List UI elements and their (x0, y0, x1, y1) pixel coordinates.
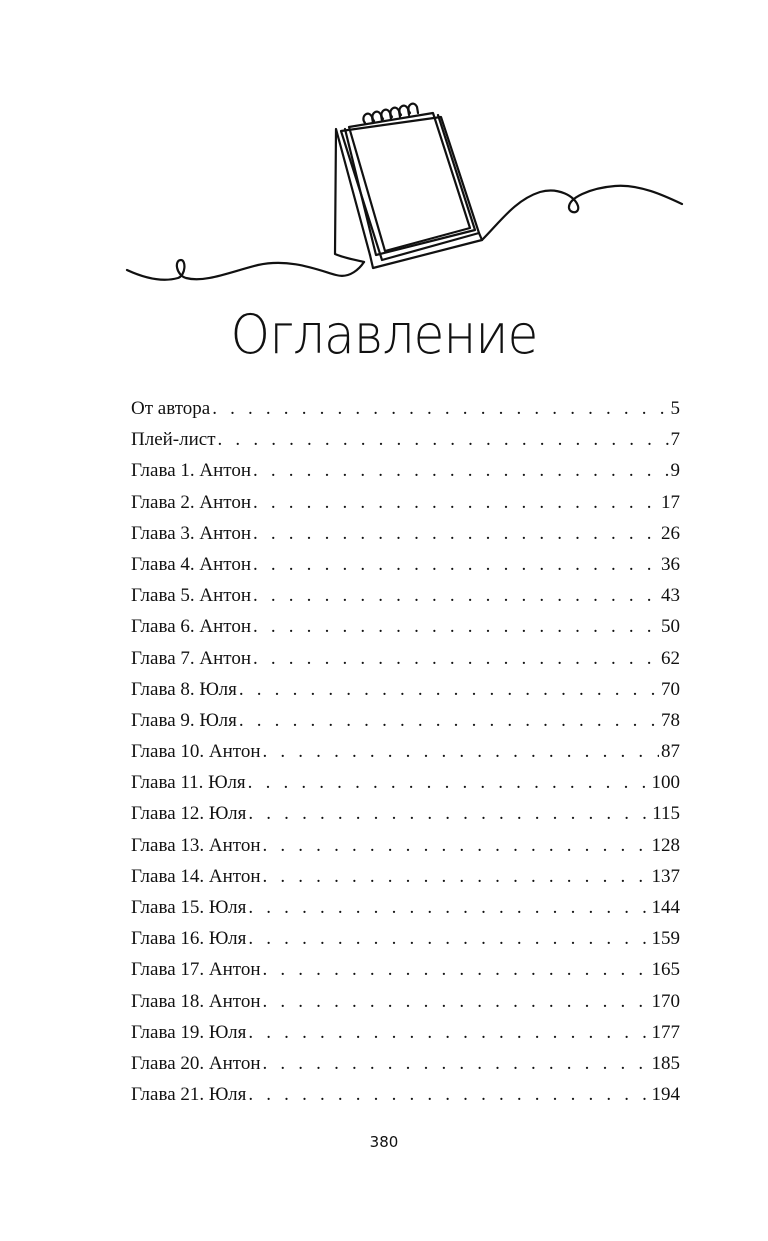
toc-dot-leader (218, 424, 669, 455)
toc-entry-label: Глава 12. Юля (131, 803, 247, 825)
toc-dot-leader (253, 549, 659, 580)
toc-dot-leader (262, 954, 649, 985)
toc-dot-leader (248, 892, 649, 923)
toc-dot-leader (253, 518, 659, 549)
toc-entry-label: Глава 2. Антон (131, 491, 251, 513)
toc-entry-label: Глава 11. Юля (131, 772, 246, 794)
table-of-contents (131, 393, 680, 1110)
toc-entry-page: 137 (651, 865, 680, 887)
toc-entry-label: Глава 9. Юля (131, 709, 237, 731)
toc-entry-page: 165 (651, 959, 680, 981)
toc-entry-page: 50 (661, 616, 680, 638)
toc-entry-label: Глава 6. Антон (131, 616, 251, 638)
toc-entry-page: 170 (651, 990, 680, 1012)
toc-entry-page: 43 (661, 585, 680, 607)
toc-dot-leader (253, 580, 659, 611)
toc-dot-leader (253, 643, 659, 674)
toc-dot-leader (253, 611, 659, 642)
toc-dot-leader (248, 923, 649, 954)
toc-entry-label: Глава 17. Антон (131, 959, 261, 981)
toc-dot-leader (248, 798, 650, 829)
toc-entry-page: 115 (652, 803, 680, 825)
toc-dot-leader (253, 487, 659, 518)
toc-entry[interactable] (131, 580, 680, 611)
toc-entry-label: Плей-лист (131, 429, 216, 451)
toc-entry-page: 62 (661, 647, 680, 669)
toc-entry[interactable] (131, 954, 680, 985)
toc-entry-label: Глава 1. Антон (131, 460, 251, 482)
toc-entry-label: Глава 19. Юля (131, 1021, 247, 1043)
toc-dot-leader (248, 1079, 649, 1110)
toc-entry[interactable] (131, 767, 680, 798)
toc-entry-label: Глава 15. Юля (131, 897, 247, 918)
toc-entry-label: Глава 18. Антон (131, 990, 261, 1012)
toc-dot-leader (262, 986, 649, 1017)
toc-entry[interactable] (131, 1017, 680, 1048)
toc-entry[interactable] (131, 892, 680, 923)
toc-entry[interactable] (131, 674, 680, 705)
desk-calendar-line-art-icon (0, 90, 768, 300)
toc-entry-page: 7 (670, 429, 680, 451)
toc-entry-page: 9 (670, 460, 680, 482)
toc-entry[interactable] (131, 643, 680, 674)
toc-entry[interactable] (131, 923, 680, 954)
toc-entry[interactable] (131, 487, 680, 518)
toc-entry[interactable] (131, 1079, 680, 1110)
toc-entry-page: 70 (661, 678, 680, 700)
toc-entry-page: 194 (651, 1084, 680, 1106)
toc-entry-page: 185 (651, 1052, 680, 1074)
toc-dot-leader (248, 767, 650, 798)
toc-dot-leader (262, 1048, 649, 1079)
toc-entry[interactable] (131, 705, 680, 736)
toc-entry-label: Глава 10. Антон (131, 741, 261, 763)
toc-entry-page: 128 (651, 834, 680, 856)
toc-entry-page: 5 (670, 398, 680, 419)
toc-dot-leader (239, 674, 659, 705)
toc-entry-page: 78 (661, 709, 680, 731)
toc-entry-label: Глава 14. Антон (131, 865, 261, 887)
toc-entry[interactable] (131, 393, 680, 424)
toc-dot-leader (262, 736, 659, 767)
toc-entry-page: 159 (651, 928, 680, 950)
toc-entry[interactable] (131, 830, 680, 861)
toc-entry-page: 26 (661, 522, 680, 544)
toc-entry[interactable] (131, 736, 680, 767)
toc-dot-leader (262, 830, 649, 861)
toc-entry[interactable] (131, 1048, 680, 1079)
toc-entry-label: Глава 16. Юля (131, 928, 247, 950)
toc-entry-page: 87 (661, 741, 680, 763)
toc-entry-label: Глава 21. Юля (131, 1084, 247, 1106)
toc-entry-label: Глава 3. Антон (131, 522, 251, 544)
toc-dot-leader (253, 455, 669, 486)
toc-entry[interactable] (131, 611, 680, 642)
page-title: Оглавление (230, 303, 538, 366)
toc-entry-page: 100 (651, 772, 680, 794)
toc-dot-leader (212, 393, 668, 424)
toc-entry-label: От автора (131, 398, 211, 419)
toc-entry-page: 17 (661, 491, 680, 513)
toc-entry[interactable] (131, 861, 680, 892)
toc-entry-page: 144 (651, 897, 680, 918)
page-number: 380 (369, 1133, 399, 1151)
toc-entry-label: Глава 20. Антон (131, 1052, 261, 1074)
toc-entry-label: Глава 7. Антон (131, 647, 251, 669)
toc-entry-label: Глава 8. Юля (131, 678, 237, 700)
toc-entry[interactable] (131, 986, 680, 1017)
toc-entry[interactable] (131, 798, 680, 829)
toc-entry-page: 36 (661, 553, 680, 575)
toc-entry-label: Глава 4. Антон (131, 553, 251, 575)
toc-dot-leader (239, 705, 659, 736)
toc-entry[interactable] (131, 424, 680, 455)
toc-entry-label: Глава 13. Антон (131, 834, 261, 856)
toc-dot-leader (248, 1017, 649, 1048)
toc-entry[interactable] (131, 455, 680, 486)
toc-entry-label: Глава 5. Антон (131, 585, 251, 607)
toc-entry-page: 177 (651, 1021, 680, 1043)
toc-entry[interactable] (131, 549, 680, 580)
toc-entry[interactable] (131, 518, 680, 549)
toc-dot-leader (262, 861, 649, 892)
